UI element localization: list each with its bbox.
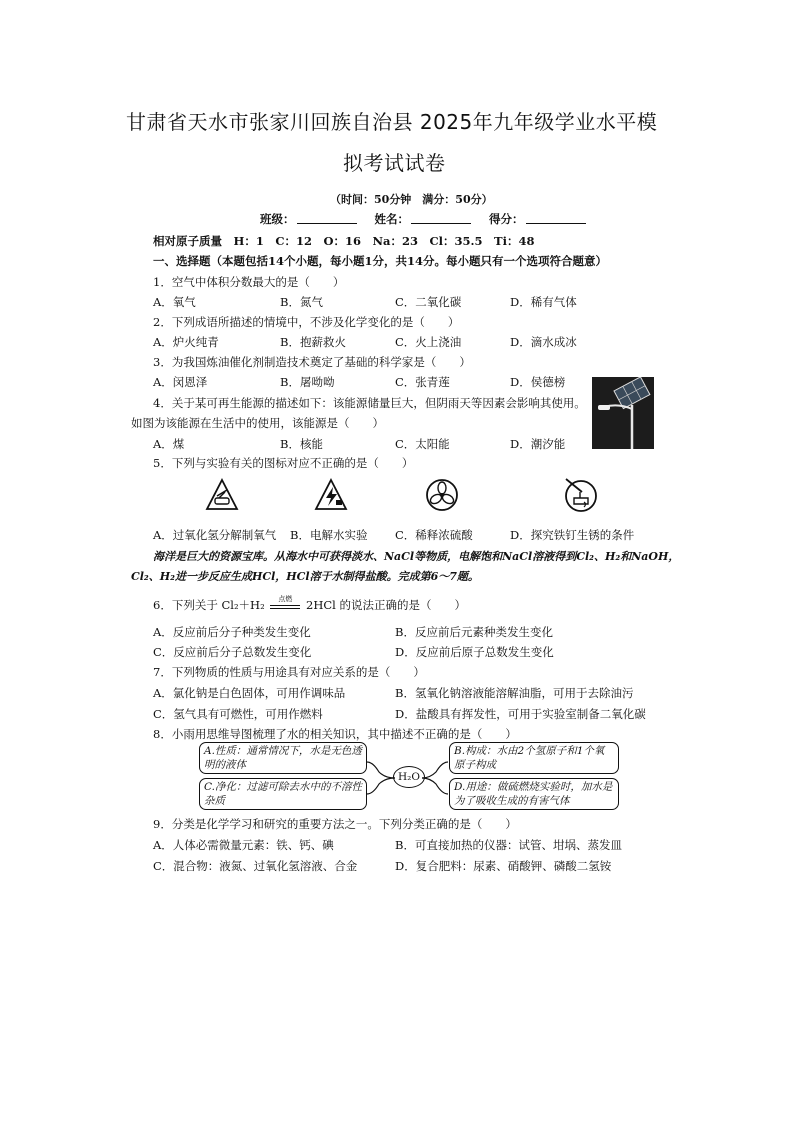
option: C．张青莲 (395, 375, 450, 389)
option: A．煤 (153, 437, 185, 451)
option: A．反应前后分子种类发生变化 (153, 625, 311, 639)
question-stem-cont: 如图为该能源在生活中的使用，该能源是（ ） (131, 416, 384, 430)
option: D．盐酸具有挥发性，可用于实验室制备二氧化碳 (395, 707, 646, 721)
handwash-icon (562, 476, 596, 510)
question-stem: 3．为我国炼油催化剂制造技术奠定了基础的科学家是（ ） (153, 355, 471, 369)
option: A．炉火纯青 (153, 335, 219, 349)
option: A．氯化钠是白色固体，可用作调味品 (153, 686, 346, 700)
goggles-icon (205, 478, 239, 512)
atomic-mass-line: 相对原子质量 H：1 C：12 O：16 Na：23 Cl：35.5 Ti：48 (153, 234, 535, 248)
option: C．反应前后分子总数发生变化 (153, 645, 312, 659)
student-info-row (260, 211, 586, 227)
electricity-icon (314, 478, 348, 512)
passage-line: 海洋是巨大的资源宝库。从海水中可获得淡水、NaCl等物质，电解饱和NaCl溶液得到Cl₂、H₂和NaOH， (153, 550, 680, 563)
passage-line: Cl₂、H₂进一步反应生成HCl，HCl溶于水制得盐酸。完成第6～7题。 (131, 570, 479, 583)
question-stem: 5．下列与实验有关的图标对应不正确的是（ ） (153, 456, 414, 470)
option: B．抱薪救火 (280, 335, 346, 349)
option: D．复合肥料：尿素、硝酸钾、磷酸二氢铵 (395, 859, 612, 873)
mindmap-box-d: D.用途：做硫燃烧实验时，加水是为了吸收生成的有害气体 (449, 778, 619, 810)
option: C．稀释浓硫酸 (395, 528, 473, 542)
question-stem: 4．关于某可再生能源的描述如下：该能源储量巨大，但阴雨天等因素会影响其使用。 (153, 396, 586, 410)
option: C．太阳能 (395, 437, 450, 451)
mindmap-box-c: C.净化：过滤可除去水中的不溶性杂质 (199, 778, 367, 810)
score-label: 得分： (489, 212, 524, 226)
option: C．氢气具有可燃性，可用作燃料 (153, 707, 323, 721)
ventilation-fan-icon (425, 478, 459, 512)
name-blank (411, 212, 471, 224)
question-stem (153, 597, 466, 613)
option: B．屠呦呦 (280, 375, 335, 389)
option: A．过氧化氢分解制氧气 (153, 528, 277, 542)
question-stem: 9．分类是化学学习和研究的重要方法之一。下列分类正确的是（ ） (153, 817, 517, 831)
mindmap-center: H₂O (393, 766, 425, 788)
option: B．电解水实验 (290, 528, 368, 542)
score-blank (526, 212, 586, 224)
option: D．滴水成冰 (510, 335, 577, 349)
option: A．人体必需微量元素：铁、钙、碘 (153, 838, 334, 852)
option: B．核能 (280, 437, 323, 451)
option: B．氮气 (280, 295, 323, 309)
section-heading: 一、选择题（本题包括14个小题，每小题1分，共14分。每小题只有一个选项符合题意） (153, 254, 608, 268)
reaction-condition: 点燃 (278, 595, 293, 603)
page-title-line2: 拟考试试卷 (343, 151, 446, 175)
option: D．反应前后原子总数发生变化 (395, 645, 554, 659)
option: D．稀有气体 (510, 295, 577, 309)
question-stem: 2．下列成语所描述的情境中，不涉及化学变化的是（ ） (153, 315, 460, 329)
option: D．侯德榜 (510, 375, 566, 389)
question-stem: 8．小雨用思维导图梳理了水的相关知识，其中描述不正确的是（ ） (153, 727, 517, 741)
option: A．氧气 (153, 295, 196, 309)
option: C．混合物：液氮、过氧化氢溶液、合金 (153, 859, 358, 873)
equation-right: 2HCl 的说法正确的是（ ） (306, 598, 466, 612)
solar-street-light-photo (592, 377, 654, 449)
option: B．可直接加热的仪器：试管、坩埚、蒸发皿 (395, 838, 622, 852)
class-label: 班级： (260, 212, 295, 226)
question-stem: 1．空气中体积分数最大的是（ ） (153, 275, 345, 289)
name-label: 姓名： (374, 212, 410, 226)
class-blank (297, 212, 357, 224)
option: C．二氧化碳 (395, 295, 462, 309)
time-info: （时间：50分钟 满分：50分） (330, 193, 493, 206)
option: D．潮汐能 (510, 437, 566, 451)
equation-left: 6．下列关于 Cl₂＋H₂ (153, 598, 265, 612)
option: D．探究铁钉生锈的条件 (510, 528, 635, 542)
option: B．反应前后元素种类发生变化 (395, 625, 553, 639)
question-stem: 7．下列物质的性质与用途具有对应关系的是（ ） (153, 665, 425, 679)
option: B．氢氧化钠溶液能溶解油脂，可用于去除油污 (395, 686, 634, 700)
mindmap-box-b: B.构成：水由2个氢原子和1个氧原子构成 (449, 742, 619, 774)
page-title: 甘肃省天水市张家川回族自治县 2025年九年级学业水平模 (126, 110, 658, 134)
option: C．火上浇油 (395, 335, 462, 349)
reaction-arrow (270, 595, 300, 609)
option: A．闵恩泽 (153, 375, 208, 389)
mindmap-box-a: A.性质：通常情况下，水是无色透明的液体 (199, 742, 367, 774)
